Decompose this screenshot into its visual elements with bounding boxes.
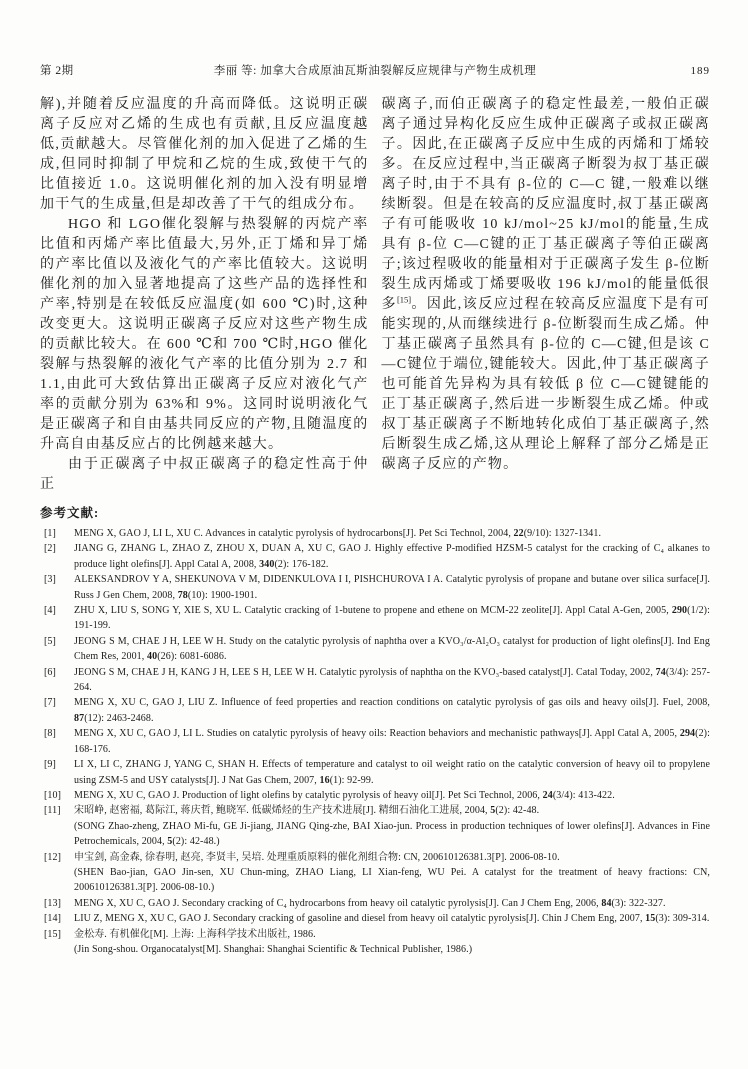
reference-number: [8] — [44, 728, 56, 740]
reference-number: [12] — [44, 851, 62, 863]
reference-number: [3] — [44, 574, 56, 586]
reference-text: MENG X, XU C, GAO J. Secondary cracking of C₄ hydrocarbons from heavy oil catalytic pyrolysis[J]. Can J Chem Eng, 2006, 84(3): 322-327. — [74, 897, 666, 909]
reference-item — [40, 911, 710, 926]
reference-text: LIU Z, MENG X, XU C, GAO J. Secondary cracking of gasoline and diesel from heavy oil catalytic pyrolysis[J]. Chin J Chem Eng, 2007, 15(3): 309-314. — [74, 913, 710, 925]
reference-text: MENG X, XU C, GAO J, LIU Z. Influence of feed properties and reaction conditions on catalytic pyrolysis of gas oils and heavy oils[J]. Fuel, 2008, 87(12): 2463-2468. — [74, 697, 710, 724]
reference-text: JIANG G, ZHANG L, ZHAO Z, ZHOU X, DUAN A, XU C, GAO J. Highly effective P-modified HZSM-5 catalyst for the cracking of C₄ alkanes to produce light olefins[J]. Appl Catal A, 2008, 340(2): 176-182. — [74, 543, 710, 570]
reference-item — [40, 757, 710, 788]
reference-text: ALEKSANDROV Y A, SHEKUNOVA V M, DIDENKULOVA I I, PISHCHUROVA I A. Catalytic pyrolysis of propane and butane over silica surface[J]. Russ J Gen Chem, 2008, 78(10): 1900-1901. — [74, 574, 710, 601]
reference-number: [2] — [44, 543, 56, 555]
reference-number: [7] — [44, 697, 56, 709]
reference-number: [9] — [44, 759, 56, 771]
reference-item — [40, 695, 710, 726]
left-column — [40, 95, 369, 495]
reference-number: [5] — [44, 635, 56, 647]
reference-text: MENG X, GAO J, LI L, XU C. Advances in catalytic pyrolysis of hydrocarbons[J]. Pet Sci Technol, 2004, 22(9/10): 1327-1341. — [74, 528, 602, 539]
running-head — [40, 62, 710, 80]
reference-item — [40, 927, 710, 958]
paragraph: 碳离子,而伯正碳离子的稳定性最差,一般伯正碳离子通过异构化反应生成仲正碳离子或叔正碳离子。因此,在正碳离子反应中生成的丙烯和丁烯较多。在反应过程中,当正碳离子断裂为叔丁基正碳离子时,由于不具有 β-位的 C—C 键,一般难以继续断裂。但是在较高的反应温度时,叔丁基正碳离子有可能吸收 10 kJ/mol~25 kJ/mol的能量,生成具有 β-位 C—C键的正丁基正碳离子等伯正碳离子;该过程吸收的能量相对于正碳离子发生 β-位断裂生成丙烯或丁烯要吸收 196 kJ/mol的能量低很多[15]。因此,该反应过程在较高反应温度下是有可能实现的,从而继续进行 β-位断裂而生成乙烯。仲丁基正碳离子虽然具有 β-位的 C—C键,但是该 C—C键位于端位,键能较大。因此,仲丁基正碳离子也可能首先异构为具有较低 β 位 C—C键键能的正丁基正碳离子,然后进一步断裂生成乙烯。仲或叔丁基正碳离子不断地转化成伯丁基正碳离子,然后断裂生成乙烯,这从理论上解释了部分乙烯是正碳离子反应的产物。 — [381, 97, 710, 472]
reference-number: [14] — [44, 913, 62, 925]
reference-number: [15] — [44, 928, 62, 940]
reference-item — [40, 634, 710, 665]
reference-item — [40, 726, 710, 757]
issue-number: 第 2期 — [40, 65, 74, 77]
reference-number: [10] — [44, 789, 62, 801]
reference-number: [4] — [44, 605, 56, 617]
reference-text: LI X, LI C, ZHANG J, YANG C, SHAN H. Effects of temperature and catalyst to oil weight ratio on the catalytic conversion of heavy oil to propylene using ZSM-5 and USY catalysts[J]. J Nat Gas Chem, 2007, 16(1): 92-99. — [74, 759, 710, 786]
reference-text: 申宝剑, 高金森, 徐春明, 赵亮, 李贤丰, 吴培. 处理重质原料的催化剂组合物: CN, 200610126381.3[P]. 2006-08-10. (SHEN Bao-jian, GAO Jin-sen, XU Chun-ming, ZHAO Liang, LI Xian-feng, WU Pei. A catalyst for the treatment of heavy fractions: CN, 200610126381.3[P]. 2006-08-10.) — [74, 851, 710, 894]
page-number: 189 — [690, 65, 710, 77]
paragraph: 解),并随着反应温度的升高而降低。这说明正碳离子反应对乙烯的生成也有贡献,且反应温度越低,贡献越大。尽管催化剂的加入促进了乙烯的生成,但同时抑制了甲烷和乙烷的生成,致使干气的比值接近 1.0。这说明催化剂的加入没有明显增加干气的生成量,但是却改善了干气的组成分布。 — [40, 97, 369, 212]
reference-item — [40, 526, 710, 541]
right-column — [382, 95, 711, 495]
reference-text: JEONG S M, CHAE J H, LEE W H. Study on the catalytic pyrolysis of naphtha over a KVO₃/α-Al₂O₃ catalyst for production of light olefins[J]. Ind Eng Chem Res, 2001, 40(26): 6081-6086. — [74, 635, 710, 663]
reference-text: 宋昭峥, 赵密福, 葛际江, 蒋庆哲, 鲍晓军. 低碳烯烃的生产技术进展[J]. 精细石油化工进展, 2004, 5(2): 42-48. (SONG Zhao-zheng, ZHAO Mi-fu, GE Ji-jiang, JIANG Qing-zhe, BAI Xiao-jun. Process in production techniques of lower olefins[J]. Advances in Fine Petrochemicals, 2004, 5(2): 42-48.) — [74, 805, 710, 848]
reference-item — [40, 572, 710, 603]
citation-superscript: [15] — [396, 294, 412, 305]
reference-text: 金松寿. 有机催化[M]. 上海: 上海科学技术出版社, 1986. (Jin Song-shou. Organocatalyst[M]. Shanghai: Shanghai Scientific & Technical Publisher, 1986.) — [74, 928, 473, 955]
reference-item — [40, 603, 710, 634]
reference-number: [6] — [44, 666, 56, 678]
paragraph: 由于正碳离子中叔正碳离子的稳定性高于仲正 — [40, 457, 369, 492]
reference-text: MENG X, XU C, GAO J. Production of light olefins by catalytic pyrolysis of heavy oil[J]. Pet Sci Technol, 2006, 24(3/4): 413-422. — [74, 789, 615, 801]
reference-number: [11] — [44, 805, 61, 817]
reference-item — [40, 850, 710, 896]
references-heading: 参考文献: — [40, 506, 100, 520]
reference-text: MENG X, XU C, GAO J, LI L. Studies on catalytic pyrolysis of heavy oils: Reaction behaviors and mechanistic pathways[J]. Appl Catal A, 2005, 294(2): 168-176. — [74, 728, 710, 755]
reference-item — [40, 665, 710, 696]
paragraph: HGO 和 LGO催化裂解与热裂解的丙烷产率比值和丙烯产率比值最大,另外,正丁烯和异丁烯的产率比值以及液化气的产率比值较大。这说明催化剂的加入显著地提高了这些产品的选择性和产率,特别是在较低反应温度(如 600 ℃)时,这种改变更大。这说明正碳离子反应对这些产物生成的贡献比较大。在 600 ℃和 700 ℃时,HGO 催化裂解与热裂解的液化气产率的比值分别为 2.7 和 1.1,由此可大致估算出正碳离子反应对液化气产率的贡献分别为 63%和 9%。这同时说明液化气是正碳离子和自由基共同反应的产物,且随温度的升高自由基反应占的比例越来越大。 — [40, 217, 369, 452]
body-columns — [40, 95, 710, 495]
reference-text: ZHU X, LIU S, SONG Y, XIE S, XU L. Catalytic cracking of 1-butene to propene and ethene on MCM-22 zeolite[J]. Appl Catal A-Gen, 2005, 290(1/2): 191-199. — [74, 605, 710, 632]
references-section — [40, 503, 710, 957]
reference-item — [40, 541, 710, 572]
reference-text: JEONG S M, CHAE J H, KANG J H, LEE S H, LEE W H. Catalytic pyrolysis of naphtha on the KVO₃-based catalyst[J]. Catal Today, 2002, 74(3/4): 257-264. — [74, 666, 710, 694]
reference-item — [40, 788, 710, 803]
reference-number: [13] — [44, 897, 62, 909]
running-title: 李丽 等: 加拿大合成原油瓦斯油裂解反应规律与产物生成机理 — [213, 65, 537, 77]
reference-number: [1] — [44, 528, 56, 539]
reference-item — [40, 803, 710, 849]
reference-list — [40, 526, 710, 957]
reference-item — [40, 896, 710, 911]
